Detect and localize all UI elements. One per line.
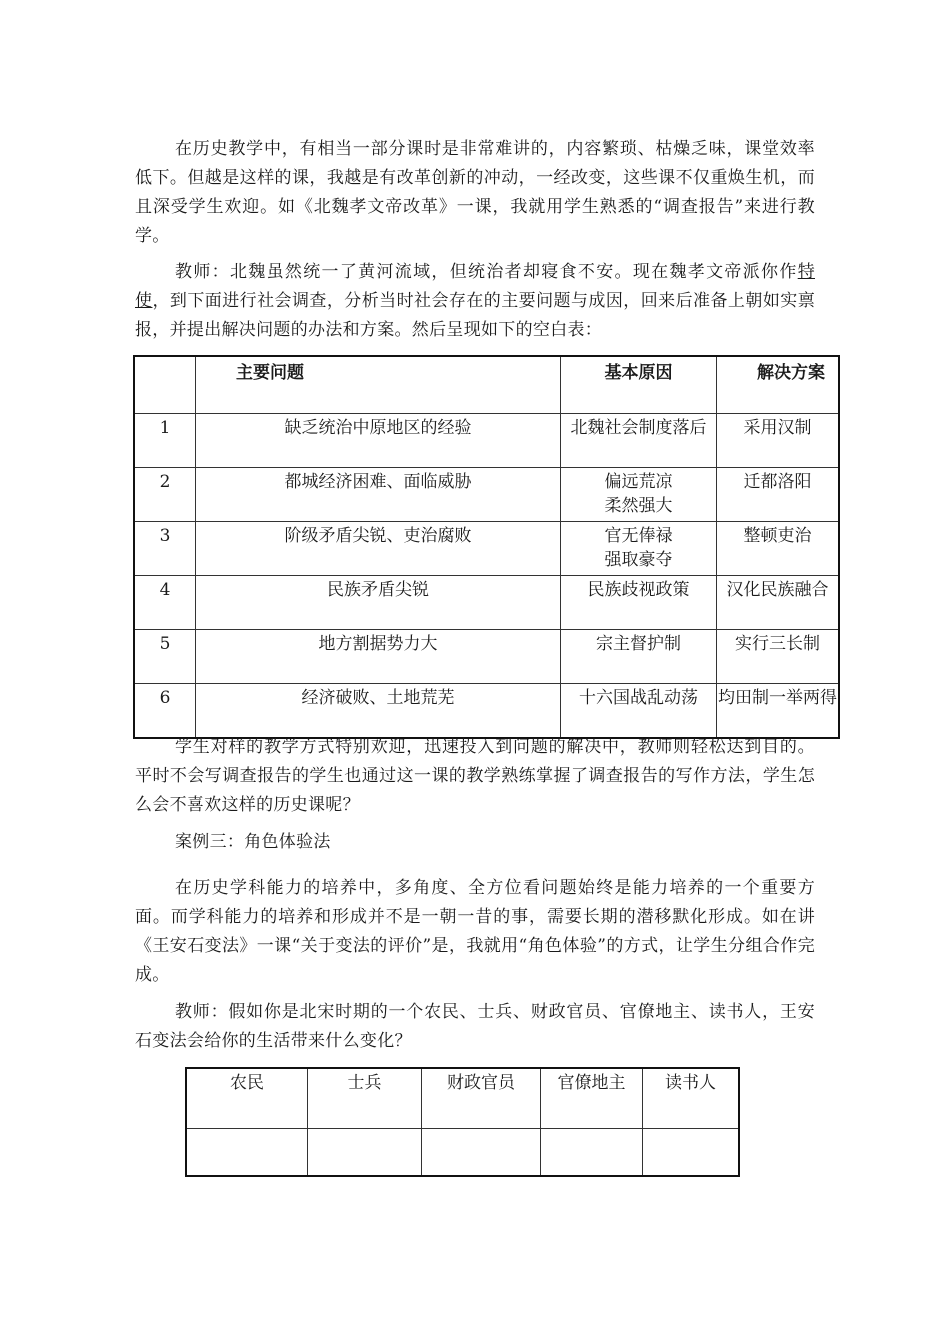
underlined-term: 特使 [135,262,815,311]
empty-cell [541,1129,643,1177]
cause-cell [561,414,717,468]
solution-cell: 均田制一举两得 [717,684,840,739]
header-cell-soldier: 士兵 [308,1068,422,1129]
row-number: 2 [134,468,196,522]
cause-line-1: 民族歧视政策 [587,580,690,600]
row-number: 1 [134,414,196,468]
paragraph-student-response: 学生对样的教学方式特别欢迎，迅速投入到问题的解决中，教师则轻松达到目的。平时不会写调查报告的学生也通过这一课的教学熟练掌握了调查报告的写作方法，学生怎么会不喜欢这样的历史课呢？ [135,737,815,815]
solution-cell: 汉化民族融合 [717,576,840,630]
row-number: 6 [134,684,196,739]
problem-cell: 民族矛盾尖锐 [196,576,561,630]
empty-cell [308,1129,422,1177]
table-row [186,1129,739,1177]
row-number: 5 [134,630,196,684]
problem-cell: 经济破败、土地荒芜 [196,684,561,739]
paragraph-role-play-prompt: 教师：假如你是北宋时期的一个农民、士兵、财政官员、官僚地主、读书人，王安石变法会给你的生活带来什么变化？ [135,1002,815,1051]
header-cell-finance-official: 财政官员 [422,1068,541,1129]
solution-cell: 采用汉制 [717,414,840,468]
header-cell-solution: 解决方案 [717,356,840,414]
cause-line-1: 官无俸禄 [604,526,673,546]
paragraph-ability-training: 在历史学科能力的培养中，多角度、全方位看问题始终是能力培养的一个重要方面。而学科能力的培养和形成并不是一朝一昔的事，需要长期的潜移默化形成。如在讲《王安石变法》一课“关于变法的评价”是，我就用“角色体验”的方式，让学生分组合作完成。 [135,878,815,985]
problem-cell: 阶级矛盾尖锐、吏治腐败 [196,522,561,576]
cause-cell [561,630,717,684]
table-row [134,576,839,630]
header-cell-bureaucrat-landlord: 官僚地主 [541,1068,643,1129]
header-cell-farmer: 农民 [186,1068,308,1129]
problem-cell: 都城经济困难、面临威胁 [196,468,561,522]
cause-line-2: 强取豪夺 [604,550,673,570]
empty-cell [643,1129,740,1177]
cause-line-1: 偏远荒凉 [604,472,673,492]
problem-cell: 缺乏统治中原地区的经验 [196,414,561,468]
cause-line-2: 柔然强大 [604,496,673,516]
row-number: 3 [134,522,196,576]
paragraph-intro: 在历史教学中，有相当一部分课时是非常难讲的，内容繁琐、枯燥乏味，课堂效率低下。但越是这样的课，我越是有改革创新的冲动，一经改变，这些课不仅重焕生机，而且深受学生欢迎。如《北魏孝文帝改革》一课，我就用学生熟悉的“调查报告”来进行教学。 [135,139,815,246]
problem-cell: 地方割据势力大 [196,630,561,684]
cause-line-1: 十六国战乱动荡 [579,688,698,708]
survey-table [133,355,840,739]
cause-cell [561,468,717,522]
solution-cell: 迁都洛阳 [717,468,840,522]
cause-line-1: 宗主督护制 [596,634,681,654]
empty-cell [186,1129,308,1177]
header-cell-problem: 主要问题 [196,356,561,414]
table-row [134,630,839,684]
cause-line-1: 北魏社会制度落后 [570,418,707,438]
header-cell-scholar: 读书人 [643,1068,740,1129]
paragraph-teacher-prompt-b: ，到下面进行社会调查，分析当时社会存在的主要问题与成因，回来后准备上朝如实禀报，并提出解决问题的办法和方案。然后呈现如下的空白表： [135,291,815,340]
table-row [134,684,839,739]
table-row [134,522,839,576]
table-row [134,468,839,522]
header-cell-cause: 基本原因 [561,356,717,414]
table-row [134,414,839,468]
solution-cell: 实行三长制 [717,630,840,684]
table-header-row [186,1068,739,1129]
table-header-row [134,356,839,414]
paragraph-teacher-prompt [135,258,815,345]
empty-cell [422,1129,541,1177]
cause-cell [561,522,717,576]
row-number: 4 [134,576,196,630]
cause-cell [561,576,717,630]
solution-cell: 整顿吏治 [717,522,840,576]
header-cell-index [134,356,196,414]
role-play-table [185,1067,740,1177]
case-three-heading: 案例三：角色体验法 [175,832,331,852]
paragraph-teacher-prompt-a: 教师：北魏虽然统一了黄河流域，但统治者却寝食不安。现在魏孝文帝派你作 [175,262,798,282]
cause-cell [561,684,717,739]
